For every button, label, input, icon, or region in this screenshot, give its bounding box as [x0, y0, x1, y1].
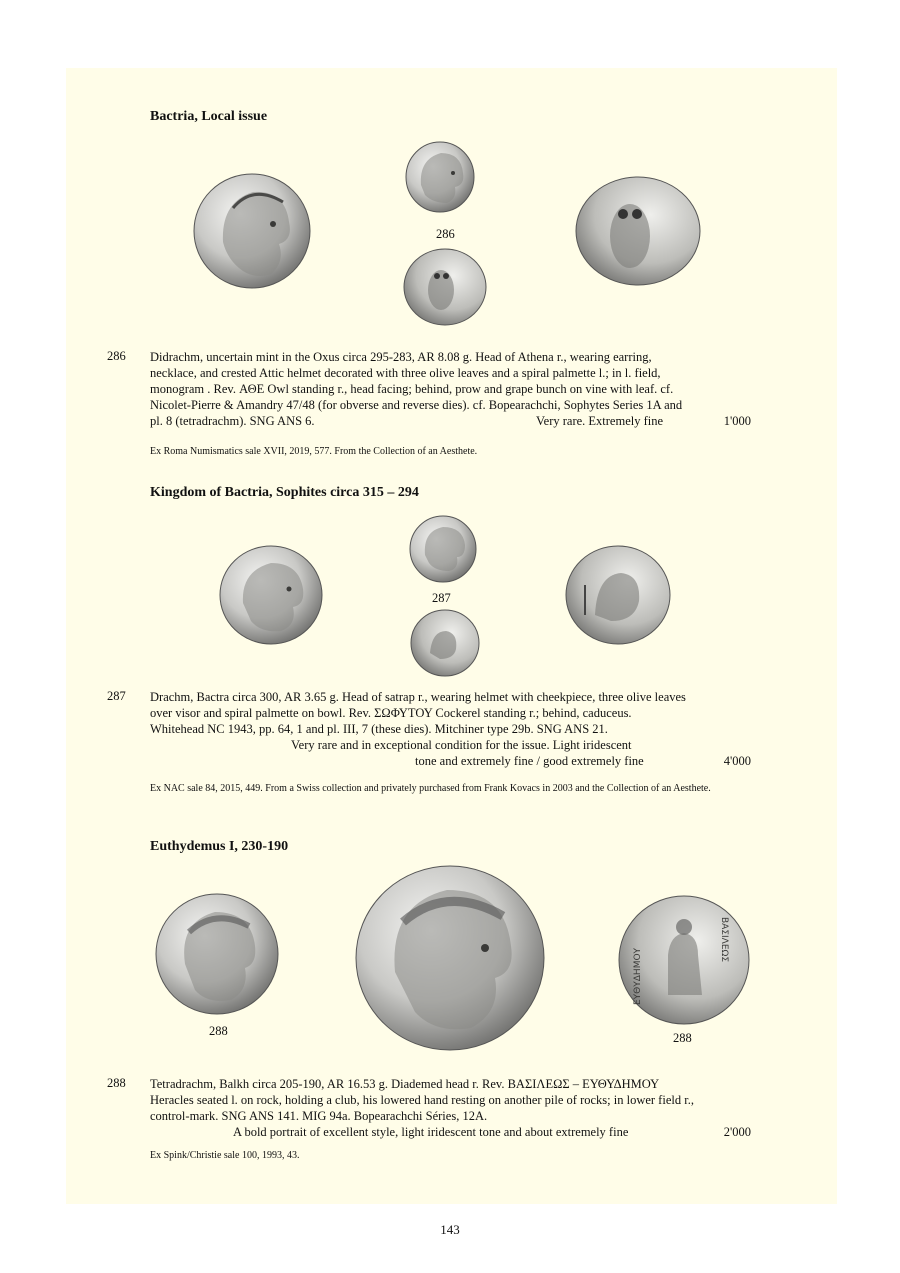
lot-286-price: 1'000 — [723, 414, 751, 428]
coin-287-obverse-small — [409, 515, 477, 583]
coin-288-label-right: 288 — [673, 1031, 692, 1045]
coin-286-reverse-large — [575, 176, 701, 286]
coin-287-label: 287 — [432, 591, 451, 605]
lot-286-line-4: Nicolet-Pierre & Amandry 47/48 (for obverse and reverse dies). cf. Bopearachchi, Sophytes Series 1A and — [150, 398, 683, 412]
lot-288-number: 288 — [107, 1076, 126, 1090]
lot-286-description — [150, 349, 751, 429]
lot-288-heading: Euthydemus I, 230-190 — [150, 839, 289, 854]
lot-286-number: 286 — [107, 349, 126, 363]
page-number: 143 — [440, 1222, 460, 1237]
lot-287-heading: Kingdom of Bactria, Sophites circa 315 – 294 — [150, 485, 419, 500]
coin-288-label-left: 288 — [209, 1024, 228, 1038]
coin-286-label: 286 — [436, 227, 455, 241]
lot-287-description — [150, 689, 751, 769]
lot-286-line-1: Didrachm, uncertain mint in the Oxus circa 295-283, AR 8.08 g. Head of Athena r., wearing earring, — [150, 350, 652, 364]
lot-286-provenance: Ex Roma Numismatics sale XVII, 2019, 577. From the Collection of an Aesthete. — [150, 446, 478, 457]
coin-286-obverse-small — [405, 141, 475, 213]
lot-286-line-5: pl. 8 (tetradrachm). SNG ANS 6. — [150, 414, 315, 428]
lot-287-line-3: Whitehead NC 1943, pp. 64, 1 and pl. III, 7 (these dies). Mitchiner type 29b. SNG ANS 21. — [150, 722, 608, 736]
lot-288-description — [150, 1076, 751, 1140]
lot-286-line-3: monogram . Rev. ΑΘΕ Owl standing r., head facing; behind, prow and grape bunch on vine with leaf. cf. — [150, 382, 674, 396]
lot-287-provenance: Ex NAC sale 84, 2015, 449. From a Swiss collection and privately purchased from Frank Kovacs in 2003 and the Collection of an Aesthete. — [150, 783, 711, 794]
lot-288-line-2: Heracles seated l. on rock, holding a club, his lowered hand resting on another pile of rocks; in lower field r., — [150, 1093, 694, 1107]
coin-286-reverse-small — [403, 248, 487, 326]
lot-287-grade-line-2: tone and extremely fine / good extremely fine — [415, 754, 644, 768]
coin-288-reverse — [618, 895, 750, 1025]
coin-287-reverse-large — [565, 545, 671, 645]
coin-288-obverse-left — [155, 892, 279, 1016]
lot-288-grade: A bold portrait of excellent style, light iridescent tone and about extremely fine — [233, 1125, 629, 1139]
coin-287-reverse-small — [410, 609, 480, 677]
lot-288-line-1: Tetradrachm, Balkh circa 205-190, AR 16.53 g. Diademed head r. Rev. ΒΑΣΙΛΕΩΣ – ΕΥΘΥΔΗΜΟΥ — [150, 1077, 660, 1091]
lot-287-line-2: over visor and spiral palmette on bowl. Rev. ΣΩΦΥΤΟΥ Cockerel standing r.; behind, caduceus. — [150, 706, 632, 720]
lot-286-heading: Bactria, Local issue — [150, 109, 268, 124]
lot-288-price: 2'000 — [723, 1125, 751, 1139]
lot-287-number: 287 — [107, 689, 126, 703]
coin-288-reverse-legend-right: ΒΑΣΙΛΕΩΣ — [719, 917, 729, 963]
lot-287-price: 4'000 — [723, 754, 751, 768]
lot-288-provenance: Ex Spink/Christie sale 100, 1993, 43. — [150, 1150, 300, 1161]
coin-286-obverse-large — [193, 172, 311, 290]
lot-288-line-3: control-mark. SNG ANS 141. MIG 94a. Bopearachchi Séries, 12A. — [150, 1109, 488, 1123]
lot-287-grade-line-1: Very rare and in exceptional condition for the issue. Light iridescent — [291, 738, 632, 752]
coin-288-obverse-large — [355, 864, 545, 1052]
coin-287-obverse-large — [219, 545, 323, 645]
lot-286-grade: Very rare. Extremely fine — [536, 414, 664, 428]
lot-286-line-2: necklace, and crested Attic helmet decorated with three olive leaves and a spiral palmette l.; in l. field, — [150, 366, 661, 380]
coin-288-reverse-legend-left: ΕΥΘΥΔΗΜΟΥ — [633, 947, 643, 1005]
lot-287-line-1: Drachm, Bactra circa 300, AR 3.65 g. Head of satrap r., wearing helmet with cheekpiece, three olive leaves — [150, 690, 686, 704]
